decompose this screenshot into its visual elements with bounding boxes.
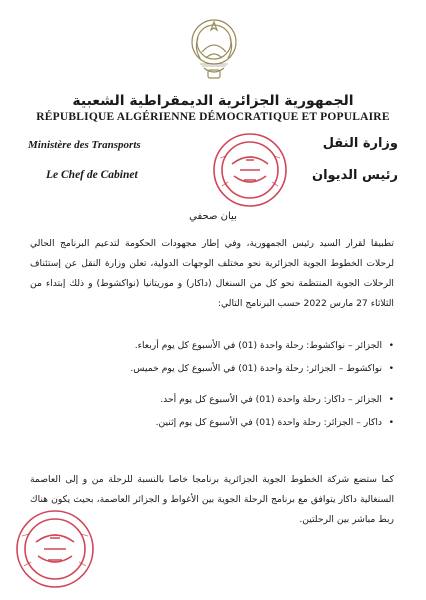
chef-title-arabic: رئيس الديوان bbox=[311, 168, 398, 183]
closing-paragraph: كما ستضع شركة الخطوط الجوية الجزائرية برنامجا خاصا بالنسبة للرحلة من و إلى العاصمة السنغالية داكار يتوافق مع برنامج الرحلة الجوية بين الأغواط و الجزائر العاصمة، بحيث يكون هناك ربط مباشر بين الرحلتين. bbox=[30, 474, 394, 525]
schedule-item: • نواكشوط – الجزائر: رحلة واحدة (01) في الأسبوع كل يوم خميس. bbox=[30, 363, 396, 386]
official-stamp-icon bbox=[210, 130, 290, 210]
ministry-name-arabic: وزارة النقل bbox=[322, 136, 398, 151]
schedule-item: • داكار – الجزائر: رحلة واحدة (01) في الأسبوع كل يوم إثنين. bbox=[30, 417, 396, 440]
national-emblem-icon bbox=[188, 8, 240, 86]
country-name-french: RÉPUBLIQUE ALGÉRIENNE DÉMOCRATIQUE ET POPULAIRE bbox=[36, 111, 390, 123]
press-release-title: بيان صحفي bbox=[189, 211, 237, 222]
intro-paragraph: تطبيقا لقرار السيد رئيس الجمهورية، وفي إطار مجهودات الحكومة لتدعيم البرنامج الحالي لرحلات الخطوط الجوية الجزائرية نحو مختلف الوجهات الدولية، تعلن وزارة النقل عن إستئناف الرحلات الجوية المنتظمة نحو كل من السنغال (داكار) و موريتانيا (نواكشوط) و ذلك إبتداء من الثلاثاء 27 مارس 2022 حسب البرنامج التالي: bbox=[30, 238, 394, 309]
flight-schedule-list bbox=[30, 340, 396, 440]
chef-title-french: Le Chef de Cabinet bbox=[46, 169, 138, 181]
official-stamp-icon bbox=[12, 506, 98, 592]
schedule-item: • الجزائر – داكار: رحلة واحدة (01) في الأسبوع كل يوم أحد. bbox=[30, 394, 396, 417]
country-name-arabic: الجمهورية الجزائرية الديمقراطية الشعبية bbox=[72, 93, 354, 109]
ministry-name-french: Ministère des Transports bbox=[28, 139, 141, 151]
schedule-item: • الجزائر – نواكشوط: رحلة واحدة (01) في الأسبوع كل يوم أربعاء. bbox=[30, 340, 396, 363]
